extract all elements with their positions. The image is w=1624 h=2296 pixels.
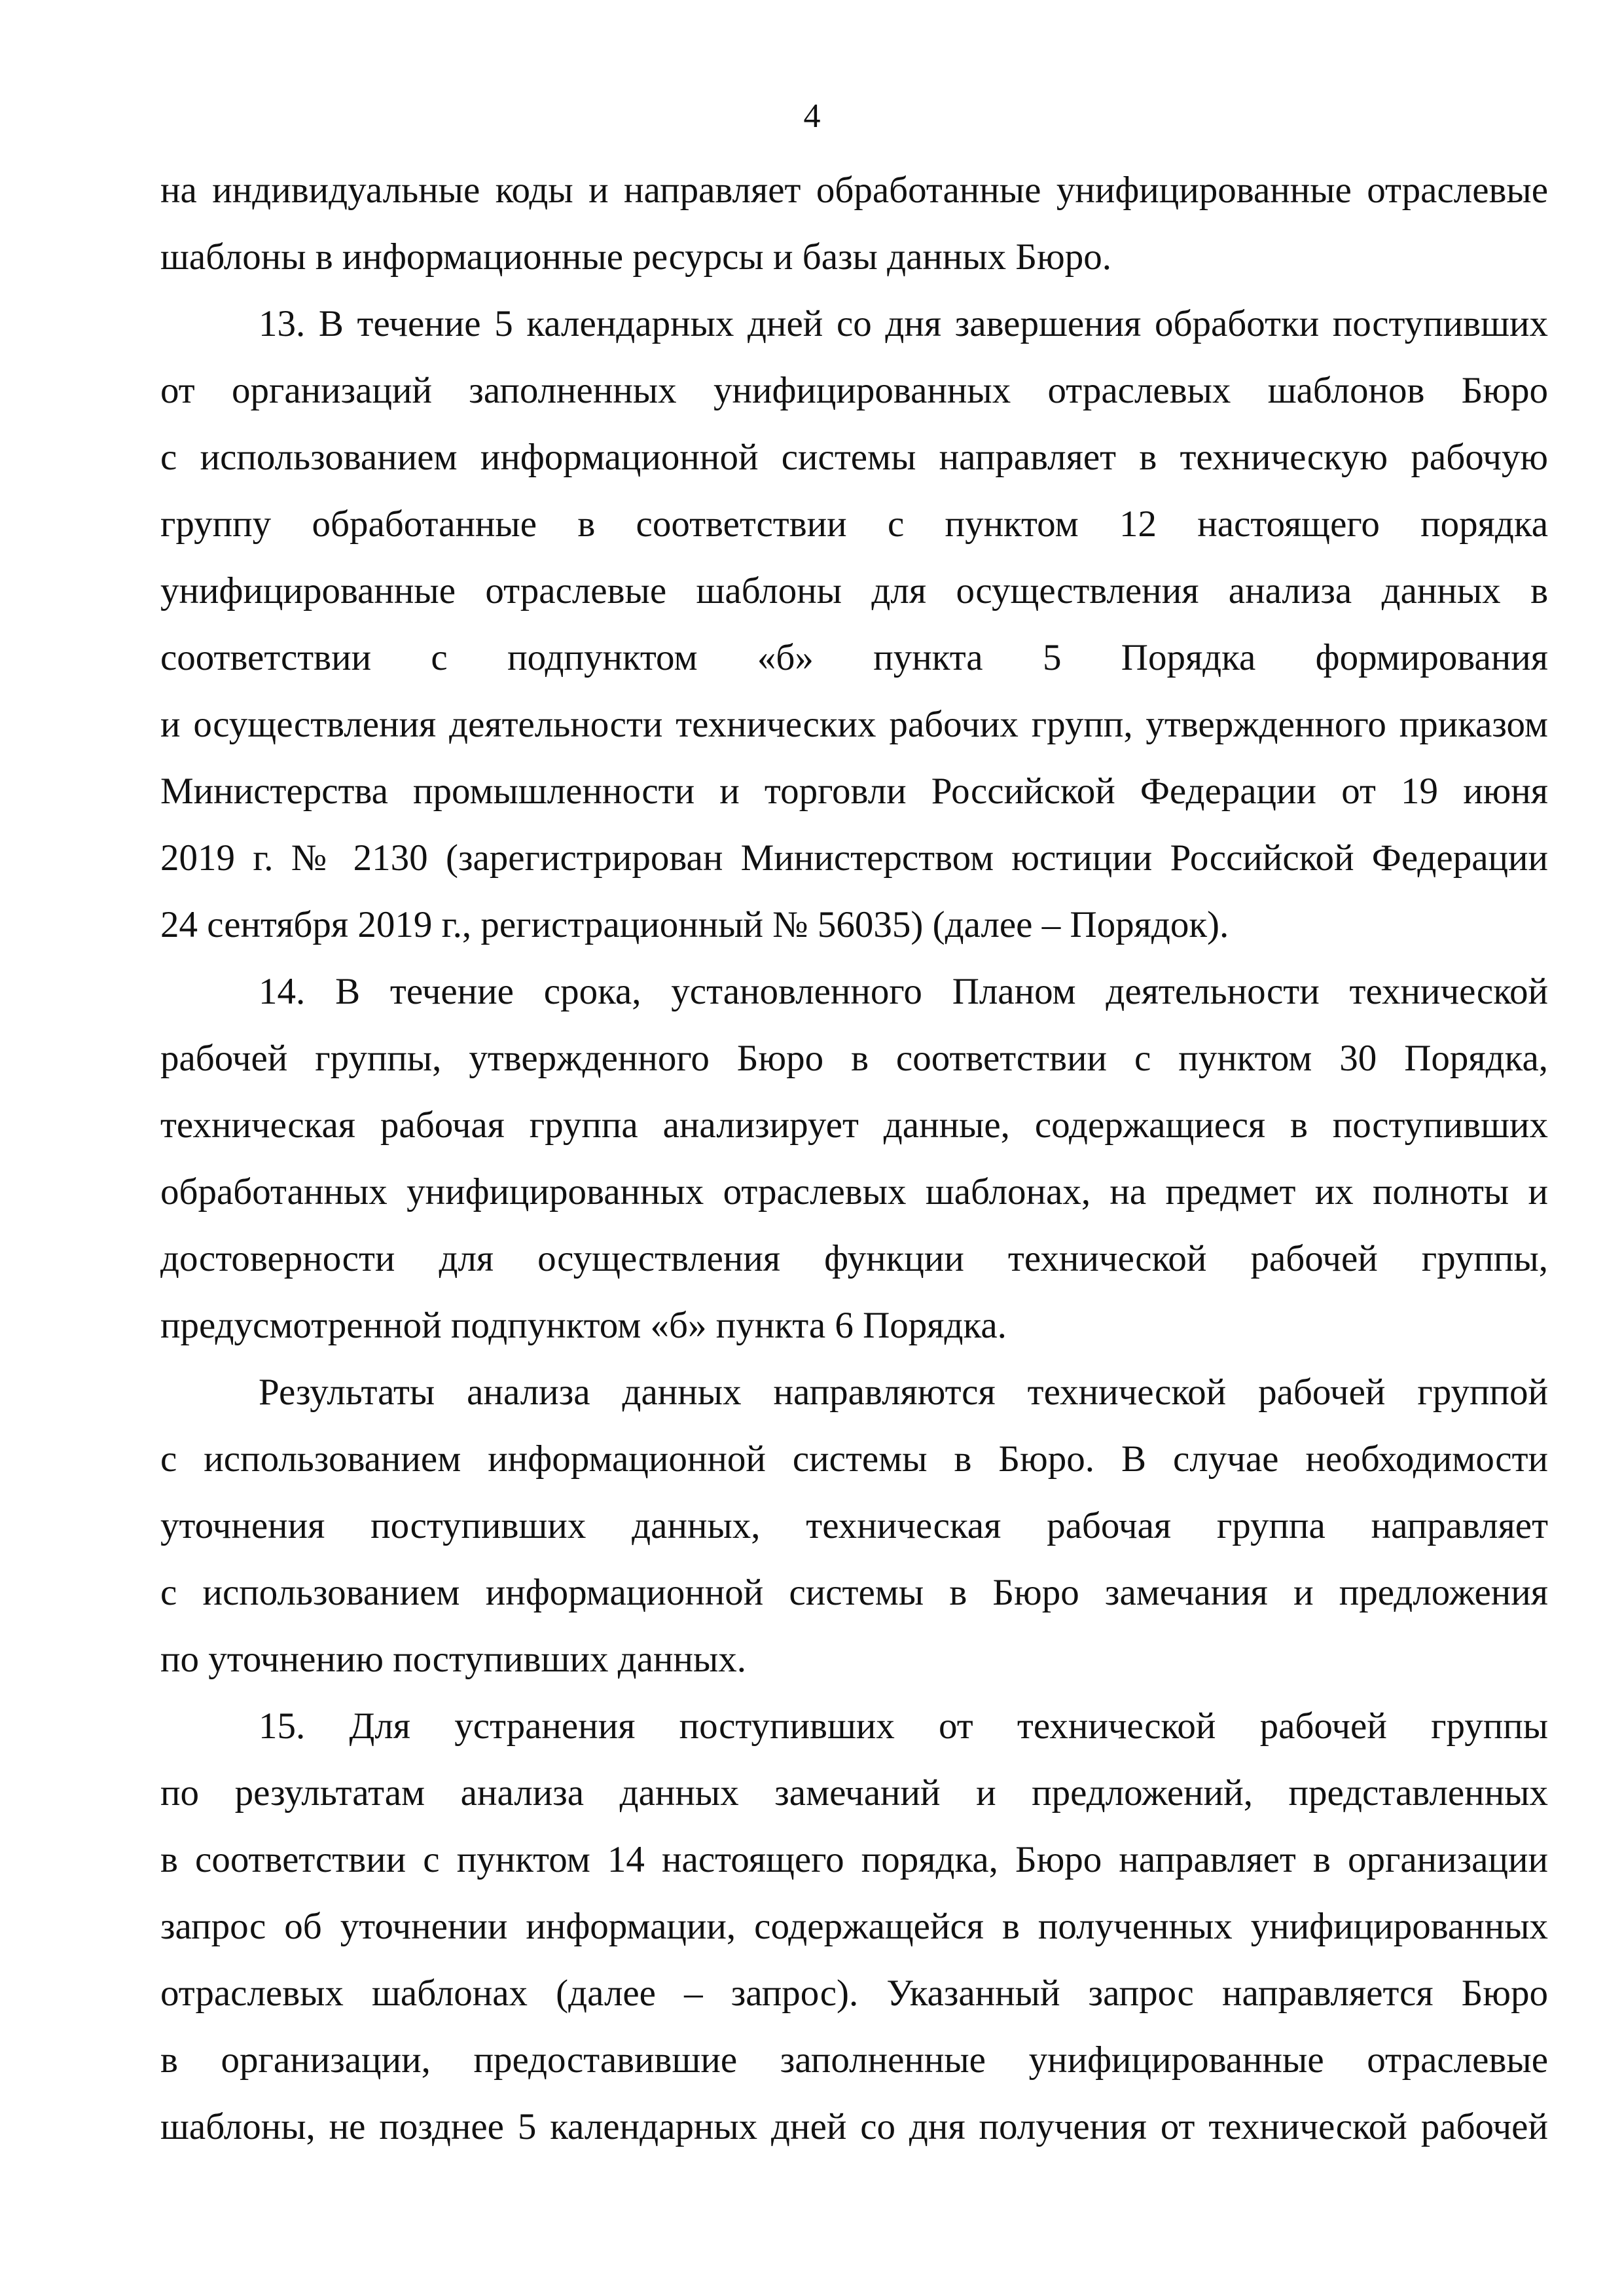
text-line: по уточнению поступивших данных.	[160, 1639, 747, 1680]
text-line: 13. В течение 5 календарных дней со дня завершения обработки поступивших	[259, 303, 1548, 344]
text-line: 24 сентября 2019 г., регистрационный № 56035) (далее – Порядок).	[160, 904, 1229, 945]
text-line: 15. Для устранения поступивших от технической рабочей группы	[259, 1705, 1548, 1747]
text-line: Результаты анализа данных направляются технической рабочей группой	[259, 1372, 1548, 1413]
text-line: рабочей группы, утвержденного Бюро в соответствии с пунктом 30 Порядка,	[160, 1038, 1548, 1079]
document-body	[160, 157, 1548, 2160]
text-line: унифицированные отраслевые шаблоны для осуществления анализа данных в	[160, 570, 1548, 611]
text-line: достоверности для осуществления функции технической рабочей группы,	[160, 1238, 1548, 1279]
text-line: в соответствии с пунктом 14 настоящего порядка, Бюро направляет в организации	[160, 1839, 1548, 1880]
text-line: обработанных унифицированных отраслевых шаблонах, на предмет их полноты и	[160, 1171, 1548, 1212]
text-line: отраслевых шаблонах (далее – запрос). Указанный запрос направляется Бюро	[160, 1973, 1548, 2014]
text-line: и осуществления деятельности технических рабочих групп, утвержденного приказом	[160, 704, 1548, 745]
text-line: с использованием информационной системы в Бюро. В случае необходимости	[160, 1438, 1548, 1480]
text-line: предусмотренной подпунктом «б» пункта 6 Порядка.	[160, 1305, 1007, 1346]
text-line: шаблоны, не позднее 5 календарных дней со дня получения от технической рабочей	[160, 2106, 1548, 2147]
text-line: запрос об уточнении информации, содержащейся в полученных унифицированных	[160, 1906, 1548, 1947]
text-line: с использованием информационной системы в Бюро замечания и предложения	[160, 1572, 1548, 1613]
text-line: на индивидуальные коды и направляет обработанные унифицированные отраслевые	[160, 170, 1548, 211]
text-line: техническая рабочая группа анализирует данные, содержащиеся в поступивших	[160, 1104, 1548, 1146]
text-line: 14. В течение срока, установленного Планом деятельности технической	[259, 971, 1548, 1012]
text-line: Министерства промышленности и торговли Российской Федерации от 19 июня	[160, 771, 1548, 812]
text-line: группу обработанные в соответствии с пунктом 12 настоящего порядка	[160, 503, 1548, 545]
page-number: 4	[803, 98, 821, 135]
text-line: 2019 г. № 2130 (зарегистрирован Министерством юстиции Российской Федерации	[160, 837, 1548, 879]
text-line: соответствии с подпунктом «б» пункта 5 Порядка формирования	[160, 637, 1548, 678]
text-line: с использованием информационной системы направляет в техническую рабочую	[160, 437, 1548, 478]
text-line: от организаций заполненных унифицированных отраслевых шаблонов Бюро	[160, 370, 1548, 411]
text-line: по результатам анализа данных замечаний и предложений, представленных	[160, 1772, 1548, 1813]
text-line: шаблоны в информационные ресурсы и базы данных Бюро.	[160, 236, 1111, 278]
text-line: уточнения поступивших данных, техническая рабочая группа направляет	[160, 1505, 1548, 1546]
text-line: в организации, предоставившие заполненные унифицированные отраслевые	[160, 2039, 1548, 2081]
